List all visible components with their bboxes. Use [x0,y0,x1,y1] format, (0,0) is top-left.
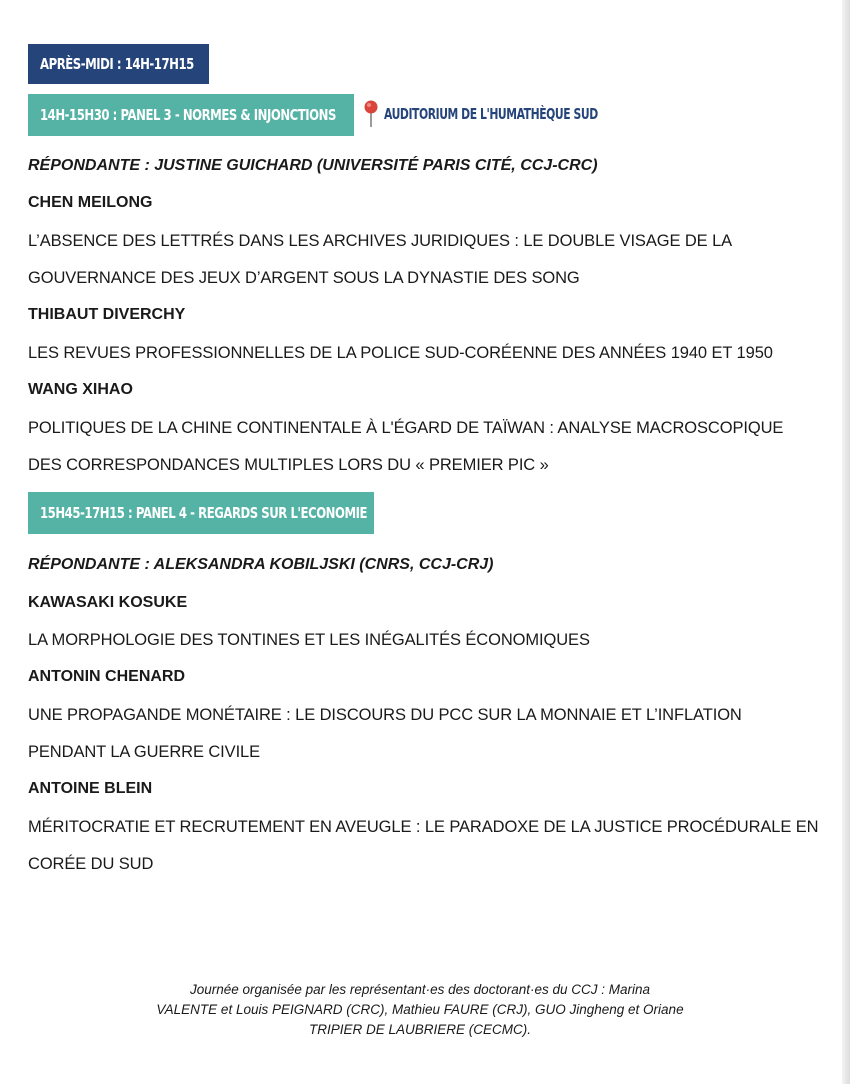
panel4-talk-2-line-1: UNE PROPAGANDE MONÉTAIRE : LE DISCOURS DU PCC SUR LA MONNAIE ET L’INFLATION [28,706,742,724]
panel4-speaker-1: KAWASAKI KOSUKE [28,594,188,611]
organizers-footer [100,980,740,1040]
panel4-banner [28,492,374,534]
panel4-speaker-3: ANTOINE BLEIN [28,780,153,797]
footer-line-1: Journée organisée par les représentant·es des doctorant·es du CCJ : Marina [190,982,650,997]
panel3-title: 14H-15H30 : PANEL 3 - NORMES & INJONCTIONS [40,106,336,124]
afternoon-session-banner [28,44,209,84]
panel4-talk-3-line-1: MÉRITOCRATIE ET RECRUTEMENT EN AVEUGLE : LE PARADOXE DE LA JUSTICE PROCÉDURALE EN [28,818,819,836]
panel3-location-label: AUDITORIUM DE L'HUMATHÈQUE SUD [384,105,598,123]
panel4-talk-1-line-1: LA MORPHOLOGIE DES TONTINES ET LES INÉGALITÉS ÉCONOMIQUES [28,631,590,649]
panel4-title: 15H45-17H15 : PANEL 4 - REGARDS SUR L'ECONOMIE [40,504,368,522]
panel3-speaker-2: THIBAUT DIVERCHY [28,306,186,323]
panel3-talk-3-line-1: POLITIQUES DE LA CHINE CONTINENTALE À L'ÉGARD DE TAÏWAN : ANALYSE MACROSCOPIQUE [28,419,784,437]
panel3-talk-3-line-2: DES CORRESPONDANCES MULTIPLES LORS DU « PREMIER PIC » [28,456,549,474]
panel3-talk-1-line-1: L’ABSENCE DES LETTRÉS DANS LES ARCHIVES JURIDIQUES : LE DOUBLE VISAGE DE LA [28,232,733,250]
panel4-talk-3-line-2: CORÉE DU SUD [28,855,154,873]
panel3-talk-2-line-1: LES REVUES PROFESSIONNELLES DE LA POLICE SUD-CORÉENNE DES ANNÉES 1940 ET 1950 [28,344,773,362]
panel3-location [362,96,681,132]
panel4-speaker-2: ANTONIN CHENARD [28,668,186,685]
map-pin-icon [362,99,380,129]
footer-line-2: VALENTE et Louis PEIGNARD (CRC), Mathieu FAURE (CRJ), GUO Jingheng et Oriane [156,1002,684,1017]
afternoon-session-label: APRÈS-MIDI : 14H-17H15 [40,55,194,73]
page-edge-shadow [842,0,850,1084]
panel3-respondent: RÉPONDANTE : JUSTINE GUICHARD (UNIVERSITÉ PARIS CITÉ, CCJ-CRC) [28,157,598,174]
panel3-speaker-3: WANG XIHAO [28,381,133,398]
panel3-speaker-1: CHEN MEILONG [28,194,153,211]
panel3-banner [28,94,354,136]
panel4-talk-2-line-2: PENDANT LA GUERRE CIVILE [28,743,261,761]
panel4-respondent: RÉPONDANTE : ALEKSANDRA KOBILJSKI (CNRS, CCJ-CRJ) [28,556,494,573]
panel3-talk-1-line-2: GOUVERNANCE DES JEUX D’ARGENT SOUS LA DYNASTIE DES SONG [28,269,580,287]
footer-line-3: TRIPIER DE LAUBRIERE (CECMC). [308,1022,532,1037]
